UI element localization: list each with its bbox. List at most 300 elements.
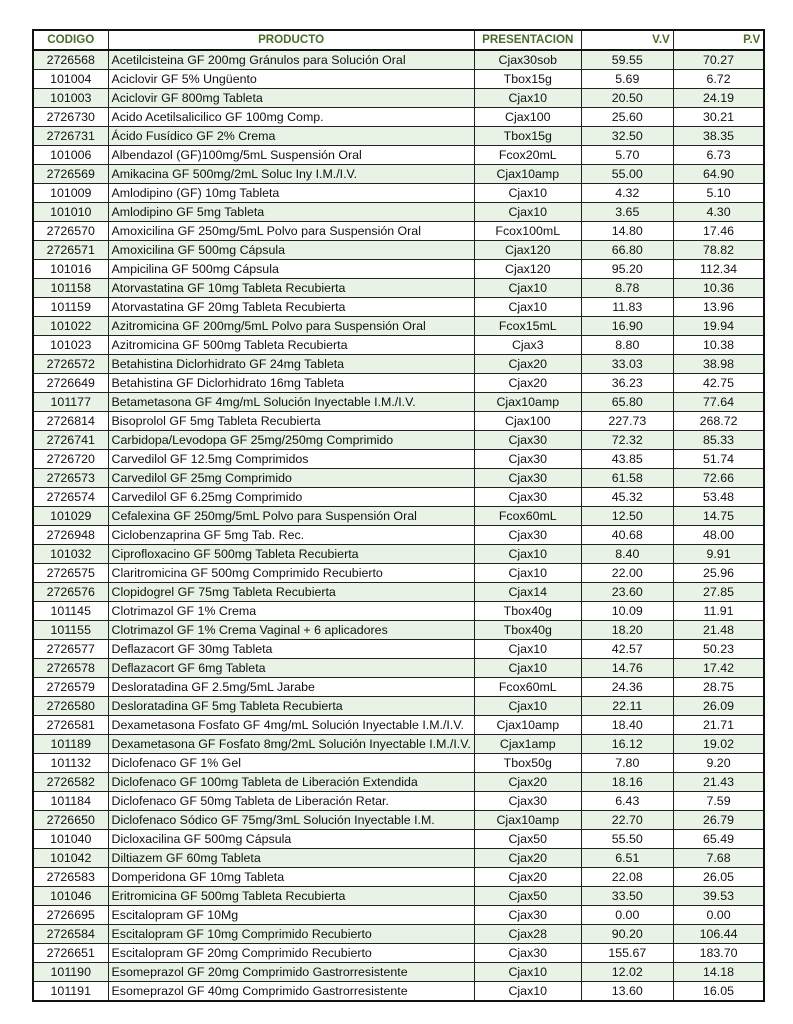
cell-vv: 23.60 [581,583,673,602]
table-row [33,298,764,317]
cell-codigo: 101010 [33,203,108,222]
table-row [33,70,764,89]
cell-vv: 65.80 [581,393,673,412]
table-row [33,336,764,355]
header-row [33,30,764,50]
cell-presentacion: Fcox60mL [474,678,581,697]
header-producto: PRODUCTO [108,30,474,50]
cell-presentacion: Cjax30 [474,526,581,545]
cell-vv: 24.36 [581,678,673,697]
cell-vv: 55.50 [581,830,673,849]
table-row [33,165,764,184]
table-row [33,241,764,260]
table-row [33,184,764,203]
cell-pv: 72.66 [673,469,764,488]
cell-codigo: 101189 [33,735,108,754]
cell-pv: 39.53 [673,887,764,906]
cell-vv: 18.40 [581,716,673,735]
table-row [33,545,764,564]
cell-codigo: 101003 [33,89,108,108]
table-row [33,621,764,640]
cell-pv: 48.00 [673,526,764,545]
cell-presentacion: Tbox50g [474,754,581,773]
cell-producto: Escitalopram GF 20mg Comprimido Recubierto [108,944,474,963]
cell-presentacion: Cjax30 [474,792,581,811]
cell-producto: Amlodipino GF 5mg Tableta [108,203,474,222]
cell-vv: 8.78 [581,279,673,298]
cell-pv: 28.75 [673,678,764,697]
table-row [33,583,764,602]
cell-codigo: 2726650 [33,811,108,830]
cell-pv: 51.74 [673,450,764,469]
table-row [33,507,764,526]
cell-producto: Azitromicina GF 500mg Tableta Recubierta [108,336,474,355]
cell-codigo: 2726576 [33,583,108,602]
cell-codigo: 2726720 [33,450,108,469]
cell-pv: 17.42 [673,659,764,678]
cell-presentacion: Cjax10 [474,298,581,317]
cell-producto: Ciclobenzaprina GF 5mg Tab. Rec. [108,526,474,545]
cell-producto: Amoxicilina GF 500mg Cápsula [108,241,474,260]
cell-producto: Claritromicina GF 500mg Comprimido Recubierto [108,564,474,583]
cell-codigo: 2726583 [33,868,108,887]
cell-producto: Carbidopa/Levodopa GF 25mg/250mg Comprimido [108,431,474,450]
cell-presentacion: Cjax30 [474,450,581,469]
cell-producto: Deflazacort GF 30mg Tableta [108,640,474,659]
table-row [33,697,764,716]
table-row [33,678,764,697]
cell-producto: Aciclovir GF 5% Ungüento [108,70,474,89]
table-row [33,222,764,241]
cell-codigo: 2726574 [33,488,108,507]
cell-codigo: 101191 [33,982,108,1002]
cell-pv: 21.48 [673,621,764,640]
cell-presentacion: Cjax14 [474,583,581,602]
table-row [33,564,764,583]
cell-presentacion: Cjax30sob [474,50,581,70]
cell-vv: 66.80 [581,241,673,260]
cell-codigo: 101009 [33,184,108,203]
cell-vv: 6.43 [581,792,673,811]
cell-codigo: 2726582 [33,773,108,792]
cell-vv: 8.40 [581,545,673,564]
cell-producto: Betametasona GF 4mg/mL Solución Inyectable I.M./I.V. [108,393,474,412]
cell-presentacion: Cjax3 [474,336,581,355]
cell-presentacion: Cjax10 [474,659,581,678]
cell-pv: 25.96 [673,564,764,583]
cell-presentacion: Cjax20 [474,868,581,887]
cell-vv: 42.57 [581,640,673,659]
cell-producto: Deflazacort GF 6mg Tableta [108,659,474,678]
table-row [33,260,764,279]
cell-presentacion: Cjax20 [474,849,581,868]
cell-producto: Carvedilol GF 12.5mg Comprimidos [108,450,474,469]
cell-codigo: 2726741 [33,431,108,450]
cell-presentacion: Cjax10amp [474,165,581,184]
cell-producto: Eritromicina GF 500mg Tableta Recubierta [108,887,474,906]
cell-presentacion: Cjax100 [474,412,581,431]
cell-pv: 7.68 [673,849,764,868]
cell-presentacion: Cjax20 [474,773,581,792]
cell-pv: 19.94 [673,317,764,336]
cell-codigo: 2726649 [33,374,108,393]
table-row [33,488,764,507]
table-row [33,108,764,127]
cell-producto: Escitalopram GF 10mg Comprimido Recubierto [108,925,474,944]
cell-vv: 4.32 [581,184,673,203]
cell-pv: 85.33 [673,431,764,450]
cell-codigo: 2726730 [33,108,108,127]
cell-vv: 22.08 [581,868,673,887]
cell-presentacion: Cjax30 [474,469,581,488]
table-body [33,50,764,1001]
cell-codigo: 101023 [33,336,108,355]
table-row [33,887,764,906]
table-row [33,431,764,450]
cell-vv: 33.50 [581,887,673,906]
cell-presentacion: Fcox15mL [474,317,581,336]
cell-presentacion: Tbox15g [474,127,581,146]
cell-vv: 25.60 [581,108,673,127]
cell-vv: 16.90 [581,317,673,336]
table-row [33,203,764,222]
cell-codigo: 101190 [33,963,108,982]
cell-pv: 16.05 [673,982,764,1002]
cell-pv: 38.35 [673,127,764,146]
header-codigo: CODIGO [33,30,108,50]
cell-codigo: 2726814 [33,412,108,431]
cell-vv: 13.60 [581,982,673,1002]
cell-pv: 26.79 [673,811,764,830]
cell-producto: Amlodipino (GF) 10mg Tableta [108,184,474,203]
cell-presentacion: Cjax10 [474,184,581,203]
cell-producto: Ciprofloxacino GF 500mg Tableta Recubierta [108,545,474,564]
table-row [33,754,764,773]
cell-pv: 78.82 [673,241,764,260]
cell-presentacion: Cjax50 [474,887,581,906]
cell-presentacion: Cjax30 [474,488,581,507]
cell-codigo: 2726573 [33,469,108,488]
cell-producto: Esomeprazol GF 40mg Comprimido Gastrorresistente [108,982,474,1002]
cell-producto: Acetilcisteina GF 200mg Gránulos para Solución Oral [108,50,474,70]
cell-pv: 42.75 [673,374,764,393]
table-row [33,640,764,659]
cell-codigo: 2726651 [33,944,108,963]
cell-codigo: 2726948 [33,526,108,545]
cell-pv: 112.34 [673,260,764,279]
cell-pv: 9.91 [673,545,764,564]
header-presentacion: PRESENTACION [474,30,581,50]
table-row [33,773,764,792]
cell-producto: Amoxicilina GF 250mg/5mL Polvo para Suspensión Oral [108,222,474,241]
cell-codigo: 2726568 [33,50,108,70]
cell-vv: 22.11 [581,697,673,716]
cell-presentacion: Cjax30 [474,944,581,963]
header-pv: P.V [673,30,764,50]
cell-codigo: 101042 [33,849,108,868]
cell-vv: 155.67 [581,944,673,963]
cell-codigo: 101132 [33,754,108,773]
table-row [33,925,764,944]
cell-codigo: 2726578 [33,659,108,678]
cell-producto: Betahistina GF Diclorhidrato 16mg Tableta [108,374,474,393]
cell-presentacion: Cjax10 [474,564,581,583]
header-vv: V.V [581,30,673,50]
cell-pv: 30.21 [673,108,764,127]
table-row [33,830,764,849]
cell-vv: 5.70 [581,146,673,165]
table-row [33,50,764,70]
cell-codigo: 101159 [33,298,108,317]
cell-vv: 6.51 [581,849,673,868]
cell-vv: 11.83 [581,298,673,317]
cell-vv: 22.00 [581,564,673,583]
table-row [33,716,764,735]
cell-producto: Ácido Fusídico GF 2% Crema [108,127,474,146]
table-row [33,374,764,393]
cell-vv: 45.32 [581,488,673,507]
cell-pv: 6.72 [673,70,764,89]
cell-producto: Carvedilol GF 6.25mg Comprimido [108,488,474,507]
cell-vv: 20.50 [581,89,673,108]
cell-producto: Diclofenaco GF 100mg Tableta de Liberación Extendida [108,773,474,792]
cell-producto: Atorvastatina GF 10mg Tableta Recubierta [108,279,474,298]
table-row [33,944,764,963]
cell-vv: 40.68 [581,526,673,545]
cell-producto: Diclofenaco GF 1% Gel [108,754,474,773]
cell-producto: Desloratadina GF 5mg Tableta Recubierta [108,697,474,716]
cell-pv: 77.64 [673,393,764,412]
cell-codigo: 101032 [33,545,108,564]
cell-producto: Bisoprolol GF 5mg Tableta Recubierta [108,412,474,431]
cell-codigo: 101029 [33,507,108,526]
cell-pv: 21.71 [673,716,764,735]
table-row [33,792,764,811]
cell-codigo: 101004 [33,70,108,89]
table-row [33,355,764,374]
cell-vv: 61.58 [581,469,673,488]
cell-pv: 4.30 [673,203,764,222]
cell-presentacion: Cjax120 [474,260,581,279]
cell-vv: 33.03 [581,355,673,374]
cell-pv: 268.72 [673,412,764,431]
cell-producto: Cefalexina GF 250mg/5mL Polvo para Suspensión Oral [108,507,474,526]
cell-presentacion: Cjax10amp [474,811,581,830]
cell-vv: 32.50 [581,127,673,146]
cell-codigo: 101145 [33,602,108,621]
cell-codigo: 101040 [33,830,108,849]
cell-pv: 65.49 [673,830,764,849]
cell-pv: 10.36 [673,279,764,298]
cell-producto: Ampicilina GF 500mg Cápsula [108,260,474,279]
cell-presentacion: Cjax10amp [474,393,581,412]
cell-pv: 70.27 [673,50,764,70]
table-row [33,146,764,165]
cell-codigo: 101006 [33,146,108,165]
cell-vv: 14.76 [581,659,673,678]
table-row [33,602,764,621]
cell-presentacion: Cjax10amp [474,716,581,735]
cell-producto: Desloratadina GF 2.5mg/5mL Jarabe [108,678,474,697]
cell-codigo: 2726580 [33,697,108,716]
cell-pv: 10.38 [673,336,764,355]
cell-vv: 90.20 [581,925,673,944]
cell-producto: Clopidogrel GF 75mg Tableta Recubierta [108,583,474,602]
cell-producto: Acido Acetilsalicilico GF 100mg Comp. [108,108,474,127]
cell-vv: 72.32 [581,431,673,450]
cell-codigo: 2726695 [33,906,108,925]
cell-codigo: 101046 [33,887,108,906]
cell-presentacion: Fcox100mL [474,222,581,241]
cell-presentacion: Fcox20mL [474,146,581,165]
cell-producto: Azitromicina GF 200mg/5mL Polvo para Suspensión Oral [108,317,474,336]
table-row [33,849,764,868]
cell-codigo: 101016 [33,260,108,279]
table-row [33,659,764,678]
cell-pv: 26.09 [673,697,764,716]
cell-presentacion: Tbox15g [474,70,581,89]
cell-presentacion: Cjax10 [474,203,581,222]
cell-codigo: 2726584 [33,925,108,944]
cell-vv: 0.00 [581,906,673,925]
cell-codigo: 101155 [33,621,108,640]
cell-producto: Aciclovir GF 800mg Tableta [108,89,474,108]
cell-vv: 18.16 [581,773,673,792]
cell-presentacion: Cjax20 [474,355,581,374]
cell-pv: 5.10 [673,184,764,203]
cell-presentacion: Cjax100 [474,108,581,127]
cell-pv: 183.70 [673,944,764,963]
table-row [33,906,764,925]
cell-pv: 17.46 [673,222,764,241]
cell-codigo: 2726571 [33,241,108,260]
cell-vv: 12.50 [581,507,673,526]
cell-vv: 10.09 [581,602,673,621]
cell-presentacion: Cjax10 [474,963,581,982]
cell-codigo: 101022 [33,317,108,336]
cell-presentacion: Cjax30 [474,906,581,925]
cell-pv: 26.05 [673,868,764,887]
cell-presentacion: Cjax10 [474,697,581,716]
table-row [33,279,764,298]
cell-pv: 21.43 [673,773,764,792]
cell-vv: 16.12 [581,735,673,754]
cell-vv: 55.00 [581,165,673,184]
cell-pv: 14.18 [673,963,764,982]
cell-pv: 64.90 [673,165,764,184]
table-row [33,735,764,754]
cell-presentacion: Cjax10 [474,982,581,1002]
cell-pv: 38.98 [673,355,764,374]
cell-presentacion: Cjax10 [474,89,581,108]
cell-pv: 19.02 [673,735,764,754]
cell-codigo: 2726581 [33,716,108,735]
cell-codigo: 101158 [33,279,108,298]
table-row [33,963,764,982]
cell-vv: 3.65 [581,203,673,222]
cell-pv: 14.75 [673,507,764,526]
cell-presentacion: Tbox40g [474,602,581,621]
cell-producto: Dexametasona Fosfato GF 4mg/mL Solución Inyectable I.M./I.V. [108,716,474,735]
cell-vv: 8.80 [581,336,673,355]
cell-pv: 106.44 [673,925,764,944]
cell-vv: 12.02 [581,963,673,982]
cell-presentacion: Cjax30 [474,431,581,450]
price-list-table [32,29,765,1002]
table-row [33,317,764,336]
cell-producto: Atorvastatina GF 20mg Tableta Recubierta [108,298,474,317]
cell-pv: 6.73 [673,146,764,165]
cell-pv: 53.48 [673,488,764,507]
cell-pv: 50.23 [673,640,764,659]
cell-vv: 14.80 [581,222,673,241]
cell-codigo: 2726731 [33,127,108,146]
cell-codigo: 2726572 [33,355,108,374]
cell-producto: Amikacina GF 500mg/2mL Soluc Iny I.M./I.V. [108,165,474,184]
cell-producto: Escitalopram GF 10Mg [108,906,474,925]
cell-codigo: 101184 [33,792,108,811]
table-row [33,450,764,469]
cell-presentacion: Tbox40g [474,621,581,640]
cell-producto: Carvedilol GF 25mg Comprimido [108,469,474,488]
cell-pv: 7.59 [673,792,764,811]
cell-producto: Diltiazem GF 60mg Tableta [108,849,474,868]
cell-vv: 95.20 [581,260,673,279]
cell-vv: 18.20 [581,621,673,640]
table-row [33,526,764,545]
cell-vv: 5.69 [581,70,673,89]
table-row [33,89,764,108]
cell-presentacion: Cjax28 [474,925,581,944]
cell-producto: Dexametasona GF Fosfato 8mg/2mL Solución Inyectable I.M./I.V. [108,735,474,754]
cell-presentacion: Cjax10 [474,279,581,298]
cell-presentacion: Cjax10 [474,640,581,659]
cell-producto: Betahistina Diclorhidrato GF 24mg Tableta [108,355,474,374]
cell-vv: 59.55 [581,50,673,70]
cell-codigo: 101177 [33,393,108,412]
cell-codigo: 2726577 [33,640,108,659]
cell-pv: 9.20 [673,754,764,773]
table-header [33,30,764,50]
table-row [33,127,764,146]
cell-producto: Clotrimazol GF 1% Crema [108,602,474,621]
table-row [33,412,764,431]
table-row [33,868,764,887]
cell-producto: Esomeprazol GF 20mg Comprimido Gastrorresistente [108,963,474,982]
cell-presentacion: Cjax120 [474,241,581,260]
cell-producto: Domperidona GF 10mg Tableta [108,868,474,887]
cell-pv: 11.91 [673,602,764,621]
table-row [33,982,764,1002]
cell-pv: 27.85 [673,583,764,602]
cell-pv: 13.96 [673,298,764,317]
cell-presentacion: Cjax20 [474,374,581,393]
cell-presentacion: Fcox60mL [474,507,581,526]
cell-pv: 0.00 [673,906,764,925]
cell-codigo: 2726569 [33,165,108,184]
cell-producto: Diclofenaco Sódico GF 75mg/3mL Solución Inyectable I.M. [108,811,474,830]
cell-vv: 43.85 [581,450,673,469]
cell-presentacion: Cjax1amp [474,735,581,754]
table-row [33,811,764,830]
cell-vv: 36.23 [581,374,673,393]
cell-codigo: 2726575 [33,564,108,583]
cell-codigo: 2726579 [33,678,108,697]
cell-presentacion: Cjax10 [474,545,581,564]
cell-producto: Albendazol (GF)100mg/5mL Suspensión Oral [108,146,474,165]
cell-vv: 22.70 [581,811,673,830]
cell-producto: Diclofenaco GF 50mg Tableta de Liberación Retar. [108,792,474,811]
